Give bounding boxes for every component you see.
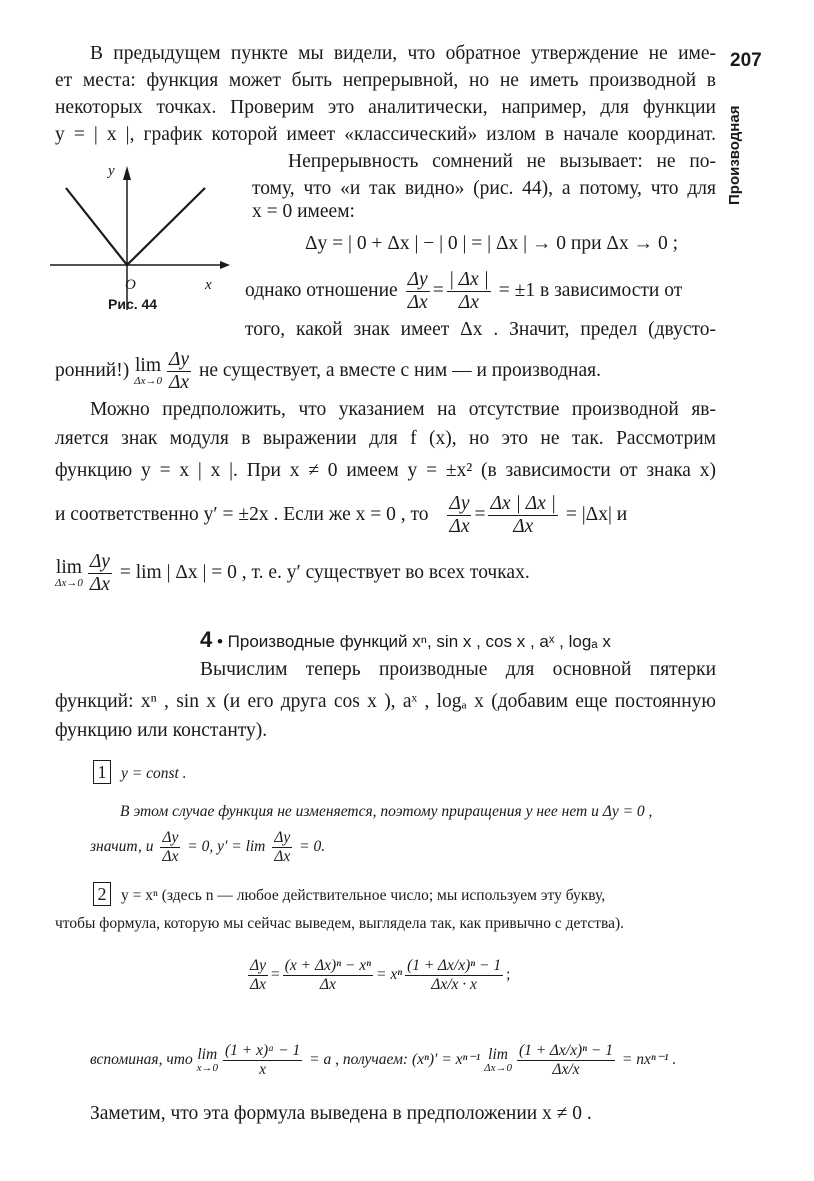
ratio-num-2: | Δx | [447, 269, 491, 292]
note-limit-fraction: $\frac{\Delta y}{\Delta x}$ [274, 829, 291, 865]
line-6-intro: ронний!) [55, 360, 130, 381]
item-2-statement: y = xⁿ (здесь n — любое действительное число; мы используем эту букву, [121, 887, 606, 904]
section-4-line-3: функцию или константу). [55, 720, 268, 741]
item-1-statement: y = const . [121, 765, 187, 782]
limit-expression: lim Δx→0 [134, 354, 162, 387]
section-4-heading [200, 627, 611, 653]
power-ratio: $\frac{\Delta y}{\Delta x}$ [250, 957, 266, 993]
ratio-intro: однако отношение [245, 280, 398, 301]
section-number: 4 [200, 627, 213, 652]
line-4-outro: = |Δx| и [565, 504, 628, 525]
section-4-line-1: Вычислим теперь производные для основной пятерки [200, 659, 716, 680]
abs-graph-line [66, 188, 205, 265]
remember-end: = nxⁿ⁻¹ . [621, 1051, 677, 1068]
limit-fraction: $\frac{\Delta y}{\Delta x}$ [168, 348, 190, 394]
derivative-ratio-1: $\frac{\Delta y}{\Delta x}$ [449, 492, 470, 538]
figure-y-label: y [108, 163, 115, 179]
delta-y-formula: Δy = | 0 + Δx | − | 0 | = | Δx | → 0 при Δx → 0 ; [305, 233, 678, 254]
power-fraction: $\frac{\text{(x + Δx)ⁿ − xⁿ}}{\Delta x}$ [284, 957, 371, 993]
item-2 [93, 882, 605, 909]
section-title: • Производные функций xⁿ, sin x , cos x , aˣ , logₐ x [216, 632, 611, 651]
paragraph-2-line-5: того, какой знак имеет Δx . Значит, предел (двусто- [245, 319, 716, 340]
figure-x-label: x [205, 277, 212, 293]
power-big-fraction: $\frac{\text{(1 + Δx/x)ⁿ − 1}}{\Delta x/x \cdot x}$ [407, 957, 502, 993]
remember-intro: вспоминая, что [90, 1051, 193, 1068]
paragraph-3-line-1: Можно предположить, что указанием на отсутствие производной яв- [90, 399, 716, 420]
paragraph-1-line-1: В предыдущем пункте мы видели, что обратное утверждение не име- [90, 43, 716, 64]
paragraph-2-line-6 [55, 348, 601, 394]
remember-middle: = a , получаем: (xⁿ)′ = xⁿ⁻¹ [309, 1051, 481, 1068]
paragraph-2-line-2: тому, что «и так видно» (рис. 44), а потому, что для [252, 178, 716, 199]
figure-origin-label: O [125, 277, 136, 293]
y-axis-arrow [123, 166, 131, 180]
paragraph-1-line-4: y = | x |, график которой имеет «классический» излом в начале координат. [55, 124, 716, 145]
item-1-note-2 [90, 826, 325, 868]
figure-caption: Рис. 44 [108, 296, 158, 312]
ratio-fraction-2 [447, 269, 491, 315]
item-1-note-1: В этом случае функция не изменяется, поэтому приращения у нее нет и Δy = 0 , [120, 803, 653, 820]
final-line: Заметим, что эта формула выведена в предположении x ≠ 0 . [90, 1103, 592, 1124]
result-limit: lim Δx→0 [484, 1045, 512, 1074]
paragraph-3-line-2: ляется знак модуля в выражении для f (x), но это не так. Рассмотрим [55, 428, 716, 449]
ratio-line: однако отношение $\frac{\Delta y}{\Delta x}$ = $\frac{| \Delta x |}{\Delta x}$ = ±1 в зависимости от [245, 268, 683, 314]
derivative-ratio-2: $\frac{\Delta x | \Delta x |}{\Delta x}$ [490, 492, 557, 538]
section-4-line-2: функций: xⁿ , sin x (и его друга cos x ), aˣ , logₐ x (добавим еще постоянную [55, 691, 716, 712]
note-2-middle: = 0, y′ = lim [187, 838, 266, 855]
item-1-number: 1 [93, 760, 111, 784]
item-2-number: 2 [93, 882, 111, 906]
ratio-num-1: Δy [406, 269, 430, 292]
note-fraction: $\frac{\Delta y}{\Delta x}$ [162, 829, 179, 865]
note-2-intro: значит, и [90, 838, 154, 855]
paragraph-2-line-3: x = 0 имеем: [252, 201, 355, 222]
note-2-end: = 0. [299, 838, 326, 855]
line-6-outro: не существует, а вместе с ним — и производная. [198, 360, 601, 381]
ratio-outro: = ±1 в зависимости от [498, 280, 683, 301]
limit-xx-fraction: $\frac{\Delta y}{\Delta x}$ [89, 550, 110, 596]
ratio-den-2: Δx [458, 292, 479, 314]
line-5-text: = lim | Δx | = 0 , т. е. y′ существует во всех точках. [119, 562, 530, 583]
absolute-value-graph [50, 160, 250, 310]
item-1 [93, 760, 187, 787]
remember-line [90, 1038, 676, 1082]
paragraph-3-line-3: функцию y = x | x |. При x ≠ 0 имеем y = ±x² (в зависимости от знака x) [55, 460, 716, 481]
result-fraction: $\frac{\text{(1 + Δx/x)ⁿ − 1}}{\Delta x/x}$ [518, 1042, 613, 1078]
ratio-fraction-1 [406, 269, 430, 315]
line-4-intro: и соответственно y′ = ±2x . Если же x = 0 , то [55, 504, 429, 525]
limit-xx-expression: lim Δx→0 [55, 556, 83, 589]
item-2-line-2: чтобы формула, которую мы сейчас выведем, выглядела так, как привычно с детства). [55, 915, 625, 932]
paragraph-3-line-4: и соответственно y′ = ±2x . Если же x = 0 , то $\frac{\Delta y}{\Delta x}$ = $\frac{\Delta x | \Delta x |}{\Delta x}$ = |Δx| и [55, 492, 628, 538]
x-axis-arrow [220, 261, 230, 269]
remember-limit: lim x→0 [196, 1045, 218, 1074]
ratio-den-1: Δx [407, 292, 428, 314]
paragraph-1-line-3: некоторых точках. Проверим это аналитически, например, для функции [55, 97, 716, 118]
remember-fraction: $\frac{\text{(1 + x)ᵃ − 1}}{x}$ [224, 1042, 301, 1078]
paragraph-1-line-2: ет места: функция может быть непрерывной, но не иметь производной в [55, 70, 716, 91]
paragraph-2-line-1: Непрерывность сомнений не вызывает: не по- [288, 151, 716, 172]
page-number: 207 [730, 50, 762, 71]
side-tab-label: Производная [726, 105, 743, 205]
power-factor: = xⁿ [375, 966, 403, 983]
power-derivation: $\frac{\Delta y}{\Delta x}$ = $\frac{\text{(x + Δx)ⁿ − xⁿ}}{\Delta x}$ = xⁿ $\frac{\text{(1 + Δx/x)ⁿ − 1}}{\Delta x/x \cdot x}$ ; [250, 957, 511, 993]
paragraph-3-line-5 [55, 548, 530, 598]
power-numerator: (x + Δx)ⁿ − xⁿ [284, 957, 371, 975]
